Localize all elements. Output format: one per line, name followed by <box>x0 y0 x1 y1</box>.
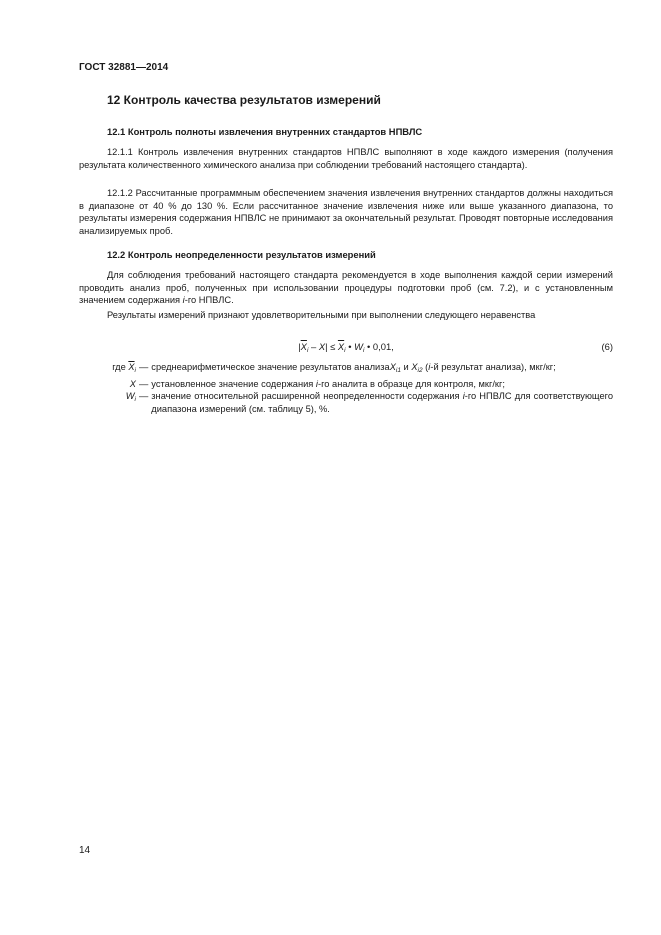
definition-wi: $W_i$ — значение относительной расширенной неопределенности содержания i-го НПВЛС для соответствующего диапазона измерений (см. таблицу 5), %. <box>79 390 613 415</box>
definition-text: значение относительной расширенной неопределенности содержания i-го НПВЛС для соответствующего диапазона измерений (см. таблицу 5), %. <box>151 391 614 414</box>
paragraph-12-1-1: 12.1.1 Контроль извлечения внутренних стандартов НПВЛС выполняют в ходе каждого измерения (получения результата количественного химического анализа при соблюдении требований настоящего стандарта). <box>79 147 613 170</box>
paragraph-12-2-1: Для соблюдения требований настоящего стандарта рекомендуется в ходе выполнения каждой серии измерений проводить анализ проб, полученных при использовании процедуры подготовки проб (см. 7.2), и с установленным значением содержания i-го НПВЛС. <box>79 270 613 305</box>
paragraph-12-2-2: Результаты измерений признают удовлетворительными при выполнении следующего неравенства <box>107 310 536 320</box>
equation-6 <box>79 341 613 354</box>
definition-x: X — установленное значение содержания i-го аналита в образце для контроля, мкг/кг; <box>79 378 613 391</box>
definitions-list <box>79 361 613 415</box>
definition-term: $W_i$ <box>125 391 136 403</box>
definition-term: X <box>129 378 136 389</box>
definition-term: где $\overline{X}_i$ <box>112 362 136 374</box>
page-number: 14 <box>79 845 91 856</box>
definition-text: установленное значение содержания i-го аналита в образце для контроля, мкг/кг; <box>151 378 505 389</box>
subsection-12-1-title: 12.1 Контроль полноты извлечения внутренних стандартов НПВЛС <box>107 126 423 137</box>
document-header: ГОСТ 32881—2014 <box>79 62 169 73</box>
section-title: 12 Контроль качества результатов измерений <box>107 93 381 107</box>
subsection-12-2-title: 12.2 Контроль неопределенности результатов измерений <box>107 249 376 260</box>
definition-text: среднеарифметическое значение результатов анализаX$_{i1}$ и $X_{i2}$ (i-й результат анализа), мкг/кг; <box>151 362 556 374</box>
paragraph-12-1-2: 12.1.2 Рассчитанные программным обеспечением значения извлечения внутренних стандартов должны находиться в диапазоне от 40 % до 130 %. Если рассчитанное значение извлечения ниже или выше указанного диапазона, то результаты измерения содержания НПВЛС не принимают за окончательный результат. Проводят повторные исследования анализируемых проб. <box>79 188 613 236</box>
equation-number: (6) <box>601 341 613 352</box>
equation-formula: $|\overline{X}_i - X| \le \overline{X}_i$ • $W_i$ • 0,01, <box>298 341 394 354</box>
definition-xi: где $\overline{X}_i$ — среднеарифметическое значение результатов анализаX$_{i1}$ и $X_{i2}$ (i-й результат анализа), мкг/кг; <box>79 361 613 378</box>
